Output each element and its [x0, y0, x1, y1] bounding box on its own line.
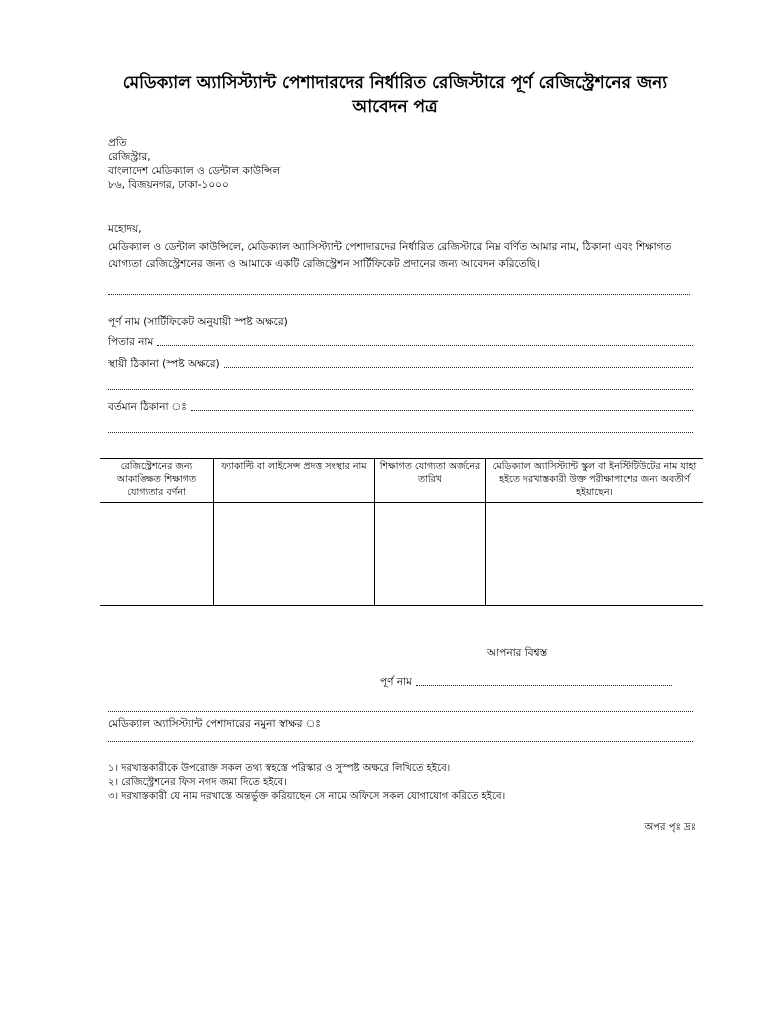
- permanent-address-label: স্থায়ী ঠিকানা (স্পষ্ট অক্ষরে): [108, 358, 220, 370]
- closing-full-name-label: পূর্ণ নাম: [380, 676, 412, 688]
- signature-line[interactable]: [108, 741, 693, 742]
- full-name-label: পূর্ণ নাম (সার্টিফিকেট অনুযায়ী স্পষ্ট অক্ষরে): [108, 316, 288, 328]
- current-address-dots[interactable]: [191, 409, 693, 411]
- blank-line-3[interactable]: [108, 432, 693, 433]
- table-cell-faculty[interactable]: [214, 503, 375, 606]
- table-cell-institute[interactable]: [486, 503, 704, 606]
- permanent-address-dots[interactable]: [224, 366, 693, 368]
- note-1: ১। দরখাস্তকারীকে উপরোক্ত সকল তথ্য স্বহস্তে পরিস্কার ও সুস্পষ্ট অক্ষরে লিখিতে হইবে।: [108, 763, 451, 774]
- form-title-line-2: আবেদন পত্র: [352, 97, 438, 117]
- qualification-table: [100, 458, 703, 606]
- table-header-faculty: ফ্যাকাল্টি বা লাইসেন্স প্রদত্ত সংস্থার নাম: [214, 459, 375, 503]
- address-location: ৮৬, বিজয়নগর, ঢাকা-১০০০: [108, 179, 229, 191]
- address-recipient: রেজিস্ট্রার,: [108, 151, 151, 163]
- current-address-label: বর্তমান ঠিকানা ঃ: [108, 401, 187, 413]
- table-cell-qualification[interactable]: [100, 503, 214, 606]
- page-turn-note: অপর পৃঃ দ্রঃ: [644, 822, 696, 833]
- salutation: মহোদয়,: [108, 223, 142, 235]
- blank-line-4[interactable]: [108, 711, 693, 712]
- blank-line-1[interactable]: [108, 294, 690, 295]
- note-3: ৩। দরখাস্তকারী যে নাম দরখাস্তে অন্তর্ভুক্ত করিয়াছেন সে নামে অফিসে সকল যোগাযোগ করিতে হইবে।: [108, 791, 506, 802]
- address-to: প্রতি: [108, 137, 127, 149]
- blank-line-2[interactable]: [108, 389, 693, 390]
- table-header-date: শিক্ষাগত যোগ্যতা অর্জনের তারিখ: [375, 459, 486, 503]
- father-name-label: পিতার নাম: [108, 336, 154, 348]
- closing-full-name-dots[interactable]: [416, 684, 672, 686]
- table-header-institute: মেডিক্যাল অ্যাসিস্ট্যান্ট স্কুল বা ইনস্টিটিউটের নাম যাহা হইতে দরখাস্তকারী উক্ত পরীক্ষাপাশের জন্য অবতীর্ণ হইয়াছেন।: [486, 459, 704, 503]
- current-address-field[interactable]: [108, 400, 693, 414]
- signature-label: মেডিক্যাল অ্যাসিস্ট্যান্ট পেশাদারের নমুনা স্বাক্ষর ঃ: [108, 718, 321, 730]
- table-cell-date[interactable]: [375, 503, 486, 606]
- father-name-dots[interactable]: [157, 344, 693, 346]
- table-row: [100, 503, 703, 606]
- body-paragraph: মেডিক্যাল ও ডেন্টাল কাউন্সিলে, মেডিক্যাল অ্যাসিস্ট্যান্ট পেশাদারদের নির্ধারিত রেজিস্টারে নিম্ন বর্ণিত আমার নাম, ঠিকানা এবং শিক্ষাগত যোগ্যতা রেজিস্ট্রেশনের জন্য ও আমাকে একটি রেজিস্ট্রেশন সার্টিফিকেট প্রদানের জন্য আবেদন করিতেছি।: [108, 241, 672, 270]
- address-council: বাংলাদেশ মেডিক্যাল ও ডেন্টাল কাউন্সিল: [108, 165, 281, 177]
- closing-full-name-field[interactable]: [380, 675, 672, 689]
- father-name-field[interactable]: [108, 335, 693, 349]
- note-2: ২। রেজিস্ট্রেশনের ফিস নগদ জমা দিতে হইবে।: [108, 777, 287, 788]
- table-header-qualification: রেজিস্ট্রেশনের জন্য আকাঙ্ক্ষিত শিক্ষাগত যোগ্যতার বর্ণনা: [100, 459, 214, 503]
- yours-faithfully: আপনার বিশ্বস্ত: [487, 647, 548, 659]
- table-header-row: [100, 459, 703, 503]
- permanent-address-field[interactable]: [108, 357, 693, 371]
- form-title-line-1: মেডিক্যাল অ্যাসিস্ট্যান্ট পেশাদারদের নির্ধারিত রেজিস্টারে পূর্ণ রেজিস্ট্রেশনের জন্য: [122, 73, 668, 93]
